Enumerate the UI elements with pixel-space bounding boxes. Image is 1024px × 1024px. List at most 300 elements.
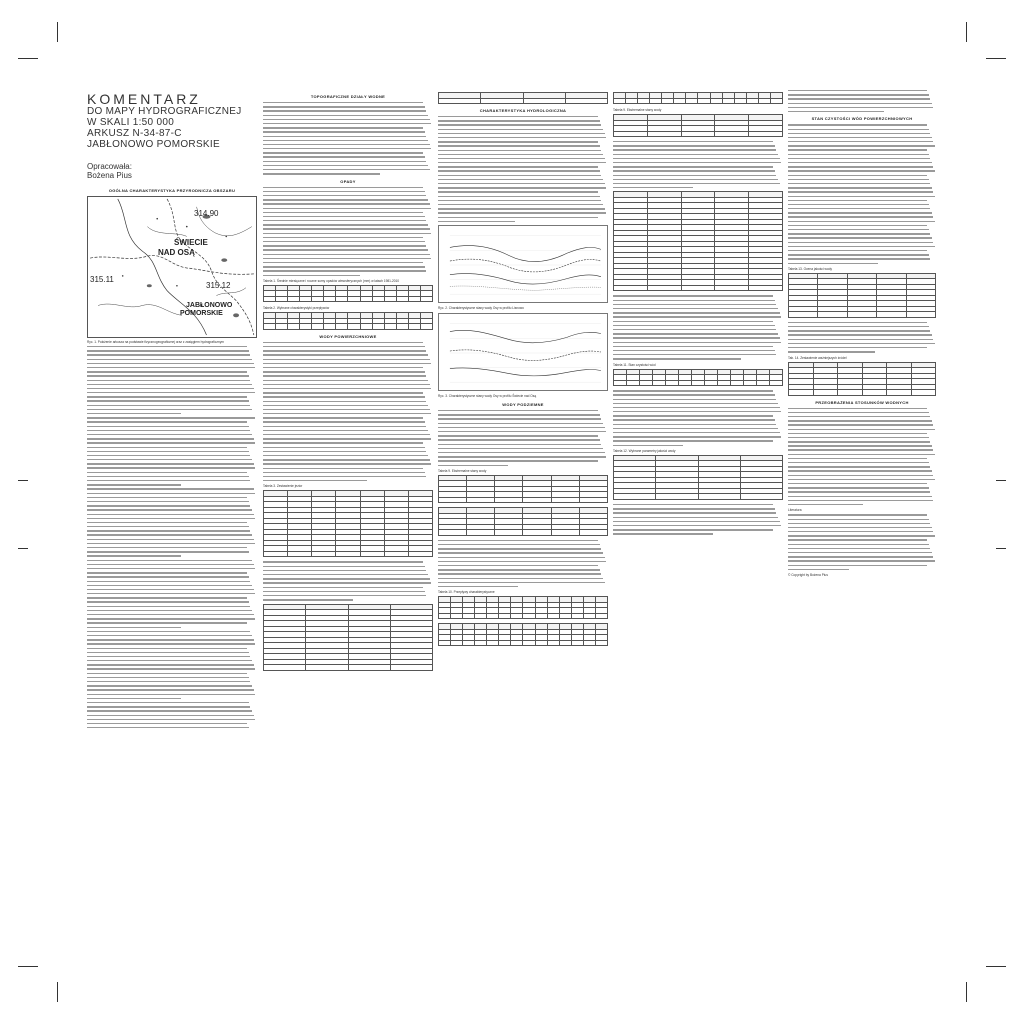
table-cell [583, 613, 595, 619]
column-1 [87, 90, 257, 954]
text-line [263, 254, 430, 255]
text-line [438, 212, 606, 213]
text-line [788, 556, 933, 557]
text-line [263, 216, 425, 217]
table-cell [666, 380, 679, 386]
table-cell [475, 640, 487, 646]
text-line [438, 221, 515, 222]
text-line [263, 430, 428, 431]
table-cell [372, 296, 384, 302]
section-title-transformations: PRZEOBRAŻENIA STOSUNKÓW WODNYCH [815, 399, 909, 405]
table-cell [718, 380, 731, 386]
text-line [613, 337, 780, 338]
text-line [788, 347, 927, 348]
table-cell [887, 390, 912, 396]
text-line [263, 396, 425, 397]
text-line [788, 424, 933, 425]
text-line [788, 548, 930, 549]
table-cell [463, 613, 475, 619]
table-cell [744, 380, 757, 386]
table-cell [439, 613, 451, 619]
text-line [613, 145, 775, 146]
crop-mark-bl-h [18, 966, 38, 967]
table-cell [722, 98, 734, 104]
table-cell [710, 98, 722, 104]
text-line [87, 694, 255, 695]
text-line [438, 569, 600, 570]
town-label-pomorskie: POMORSKIE [180, 310, 223, 317]
text-line [613, 179, 778, 180]
text-line [87, 673, 247, 674]
text-block [788, 90, 936, 112]
text-line [613, 436, 781, 437]
text-line [87, 493, 255, 494]
section-title-groundwater: WODY PODZIEMNE [502, 402, 544, 408]
section-title-divides: TOPOGRAFICZNE DZIAŁY WODNE [310, 94, 386, 99]
text-line [788, 124, 927, 125]
text-line [788, 322, 927, 323]
text-line [87, 396, 247, 397]
table-10 [438, 596, 608, 619]
table-cell [662, 98, 674, 104]
text-line [87, 639, 254, 640]
text-line [87, 505, 250, 506]
text-line [87, 501, 249, 502]
text-line [613, 407, 780, 408]
map-drawing [88, 197, 256, 337]
text-line [263, 413, 431, 414]
crop-mark-bl-v [57, 982, 58, 1002]
text-line [263, 442, 423, 443]
text-line [263, 148, 431, 149]
text-line [438, 573, 601, 574]
table-cell [384, 296, 396, 302]
sheet-number-1: 314.90 [194, 209, 219, 218]
table-cell [647, 285, 681, 291]
text-line [788, 462, 929, 463]
text-line [788, 445, 932, 446]
text-line [87, 635, 252, 636]
table-3-caption: Tabela 3. Zestawienie jezior [263, 484, 303, 489]
text-line [613, 403, 778, 404]
table-cell [523, 98, 565, 104]
text-line [87, 354, 250, 355]
section-title-surface-water: WODY POWIERZCHNIOWE [319, 333, 377, 339]
text-line [87, 614, 254, 615]
table-cell [324, 324, 336, 330]
text-line [613, 358, 741, 359]
table-9-caption: Tabela 9. Ekstremalne stany wody [438, 468, 487, 473]
text-line [87, 668, 255, 669]
text-line [263, 405, 428, 406]
table-cell [571, 613, 583, 619]
text-line [788, 560, 935, 561]
text-line [788, 504, 863, 505]
text-line [438, 418, 601, 419]
table-2 [263, 312, 433, 330]
text-line [263, 115, 428, 116]
text-line [263, 156, 425, 157]
table-cell [547, 640, 559, 646]
text-line [263, 367, 423, 368]
text-line [87, 681, 250, 682]
text-line [87, 367, 255, 368]
table-cell [463, 640, 475, 646]
text-line [438, 183, 605, 184]
text-line [263, 131, 425, 132]
text-block [438, 540, 608, 587]
table-cell [535, 613, 547, 619]
text-line [263, 468, 423, 469]
text-line [788, 233, 930, 234]
text-line [263, 375, 426, 376]
text-line [613, 419, 775, 420]
text-line [87, 380, 250, 381]
table-cell [396, 296, 408, 302]
text-line [788, 416, 930, 417]
table-cell [789, 312, 818, 318]
text-line [263, 161, 426, 162]
column-3 [438, 90, 608, 954]
table-cell [686, 98, 698, 104]
text-line [613, 428, 778, 429]
text-line [788, 204, 929, 205]
table-cell [877, 312, 906, 318]
text-line [788, 441, 930, 442]
text-line [263, 169, 430, 170]
table-cell [300, 296, 312, 302]
table-cell [451, 640, 463, 646]
table-cell [300, 324, 312, 330]
table-cell [396, 324, 408, 330]
chart-water-levels-2 [438, 313, 608, 391]
table-2-caption: Tabela 2. Wybrane charakterystyki przepływów [263, 306, 330, 311]
text-line [87, 409, 252, 410]
section-title-hydrology: CHARAKTERYSTYKA HYDROLOGICZNA [479, 108, 567, 113]
table-cell [467, 497, 495, 503]
table-cell [481, 98, 523, 104]
text-line [87, 447, 247, 448]
table-cell [749, 131, 783, 137]
text-line [613, 342, 781, 343]
text-line [87, 375, 249, 376]
table-row [439, 640, 608, 646]
text-line [263, 275, 360, 276]
text-line [613, 308, 778, 309]
text-line [263, 342, 423, 343]
text-line [788, 103, 932, 104]
text-line [788, 175, 927, 176]
table-cell [746, 98, 758, 104]
text-block [613, 504, 783, 535]
subtitle-line-1: DO MAPY HYDROGRAFICZNEJ [87, 106, 242, 117]
text-line [87, 601, 249, 602]
text-line [87, 727, 249, 728]
text-line [438, 452, 605, 453]
table-cell [312, 324, 324, 330]
text-line [87, 719, 255, 720]
text-line [613, 432, 780, 433]
text-line [788, 449, 933, 450]
table-row [439, 530, 608, 536]
table-cell [653, 380, 666, 386]
text-line [613, 346, 773, 347]
text-line [87, 497, 247, 498]
text-line [263, 110, 426, 111]
table-cell [535, 640, 547, 646]
table-11-caption: Tabela 11. Stan czystości wód [613, 362, 656, 367]
table-cell [813, 390, 838, 396]
table-cell [705, 380, 718, 386]
table-cell [638, 98, 650, 104]
text-line [788, 330, 930, 331]
table-cell [770, 380, 783, 386]
text-line [263, 459, 430, 460]
text-line [613, 154, 778, 155]
text-line [788, 475, 933, 476]
text-line [613, 533, 713, 534]
text-line [788, 263, 878, 264]
text-line [87, 597, 247, 598]
text-line [438, 145, 600, 146]
text-line [613, 304, 776, 305]
text-line [788, 258, 930, 259]
text-line [87, 413, 181, 414]
text-line [613, 445, 683, 446]
text-line [263, 447, 425, 448]
text-line [438, 552, 603, 553]
text-line [438, 208, 605, 209]
table-cell [551, 497, 579, 503]
text-line [788, 166, 933, 167]
table-cell [731, 380, 744, 386]
text-line [87, 706, 250, 707]
text-line [788, 129, 929, 130]
table-10-caption: Tabela 10. Przepływy charakterystyczne [438, 590, 495, 595]
table-1-caption: Tabela 1. Średnie miesięczne i roczne sumy opadów atmosferycznych (mm) w latach 1981-2010 [263, 278, 400, 283]
table-cell [276, 296, 288, 302]
text-line [613, 350, 775, 351]
fold-mark-right-top [996, 480, 1006, 481]
text-line [788, 183, 930, 184]
text-line [438, 548, 601, 549]
text-line [263, 262, 423, 263]
text-line [788, 237, 932, 238]
text-line [438, 187, 606, 188]
text-line [87, 400, 249, 401]
table-cell [559, 613, 571, 619]
table-cell [336, 324, 348, 330]
text-line [788, 162, 932, 163]
table-cell [336, 296, 348, 302]
table-4 [263, 604, 433, 671]
text-line [263, 426, 426, 427]
text-block [613, 390, 783, 446]
text-line [788, 196, 935, 197]
table-cell [627, 380, 640, 386]
text-line [87, 514, 254, 515]
table-row [789, 312, 936, 318]
table-cell [420, 296, 432, 302]
table-cell [698, 98, 710, 104]
text-line [87, 509, 252, 510]
text-block [788, 408, 936, 506]
table-cell [408, 324, 420, 330]
table-row [439, 98, 608, 104]
text-line [87, 392, 255, 393]
text-line [87, 434, 252, 435]
text-line [87, 371, 247, 372]
table-cell [499, 640, 511, 646]
table-cell [439, 530, 467, 536]
table-row [264, 296, 433, 302]
table-cell [360, 296, 372, 302]
text-line [788, 429, 935, 430]
text-line [438, 179, 603, 180]
subtitle-line-2: W SKALI 1:50 000 [87, 117, 175, 128]
text-block [263, 342, 433, 482]
table-cell [348, 324, 360, 330]
text-line [263, 173, 380, 174]
text-line [438, 582, 605, 583]
chart-water-levels-1 [438, 225, 608, 303]
text-line [263, 258, 431, 259]
text-line [263, 392, 423, 393]
text-line [87, 652, 249, 653]
table-cell [348, 665, 390, 671]
text-line [263, 421, 425, 422]
text-line [87, 484, 181, 485]
text-block [263, 187, 433, 276]
text-line [87, 539, 254, 540]
table-10b [438, 623, 608, 646]
chart-2-caption: Ryc. 3. Charakterystyczne stany wody Osy w profilu Świecie nad Osą [438, 394, 537, 399]
text-line [87, 622, 247, 623]
text-line [87, 480, 250, 481]
table-cell [626, 98, 638, 104]
text-line [87, 438, 254, 439]
text-line [438, 448, 603, 449]
text-line [263, 208, 431, 209]
table-12-caption: Tabela 12. Wybrane parametry jakości wody [613, 448, 676, 453]
text-line [613, 325, 775, 326]
text-line [438, 154, 603, 155]
table-cell [523, 497, 551, 503]
text-line [87, 606, 250, 607]
crop-mark-tr-h [986, 58, 1006, 59]
text-line [263, 476, 426, 477]
text-line [438, 410, 598, 411]
location-map [87, 196, 257, 338]
text-line [438, 200, 601, 201]
table-cell [679, 380, 692, 386]
table-cell [579, 497, 607, 503]
text-line [788, 154, 929, 155]
text-line [438, 561, 606, 562]
crop-mark-tr-v [966, 22, 967, 42]
text-line [87, 547, 247, 548]
text-line [438, 439, 600, 440]
text-line [87, 451, 249, 452]
text-line [788, 351, 875, 352]
text-line [438, 196, 600, 197]
table-cell [583, 640, 595, 646]
text-line [788, 133, 930, 134]
fold-mark-right-bottom [996, 548, 1006, 549]
table-cell [547, 613, 559, 619]
text-line [438, 175, 601, 176]
table-cell [312, 296, 324, 302]
text-line [263, 199, 428, 200]
text-line [788, 145, 935, 146]
text-line [87, 564, 254, 565]
table-row [614, 494, 783, 500]
table-12 [613, 455, 783, 500]
text-line [87, 522, 247, 523]
text-line [263, 203, 430, 204]
table-cell [692, 380, 705, 386]
text-line [438, 170, 600, 171]
text-line [263, 266, 425, 267]
table-cell [467, 530, 495, 536]
text-line [263, 187, 423, 188]
table-6 [613, 92, 783, 104]
crop-mark-br-h [986, 966, 1006, 967]
text-line [87, 455, 250, 456]
text-line [613, 394, 775, 395]
table-13-caption: Tabela 13. Ocena jakości wody [788, 266, 832, 271]
text-line [87, 421, 247, 422]
text-line [263, 463, 431, 464]
table-cell [565, 98, 607, 104]
table-7-caption: Tabela 9. Ekstremalne stany wody [613, 108, 662, 112]
text-line [788, 343, 935, 344]
table-cell [360, 324, 372, 330]
text-line [788, 98, 930, 99]
sheet-number-2: 315.11 [90, 275, 114, 284]
text-line [788, 187, 932, 188]
table-14-caption: Tab. 14. Zestawienie ważniejszych źródeł [788, 355, 847, 360]
text-line [263, 346, 425, 347]
chart-2-svg [439, 314, 607, 390]
table-9b [438, 507, 608, 536]
text-line [87, 581, 250, 582]
text-line [263, 417, 423, 418]
text-line [87, 534, 252, 535]
text-line [263, 106, 425, 107]
table-cell [408, 551, 432, 557]
text-line [263, 574, 428, 575]
text-line [788, 334, 932, 335]
section-title-water-quality: STAN CZYSTOŚCI WÓD POWIERZCHNIOWYCH [811, 116, 913, 122]
text-line [788, 141, 933, 142]
text-line [263, 123, 431, 124]
table-cell [408, 296, 420, 302]
table-cell [288, 324, 300, 330]
table-cell [511, 613, 523, 619]
table-cell [384, 324, 396, 330]
text-line [613, 354, 776, 355]
text-line [263, 570, 426, 571]
text-line [613, 187, 693, 188]
text-line [788, 531, 933, 532]
text-line [87, 677, 249, 678]
table-cell [614, 98, 626, 104]
literature-heading: Literatura [788, 508, 802, 513]
text-line [788, 137, 932, 138]
text-line [438, 191, 598, 192]
text-line [87, 560, 252, 561]
